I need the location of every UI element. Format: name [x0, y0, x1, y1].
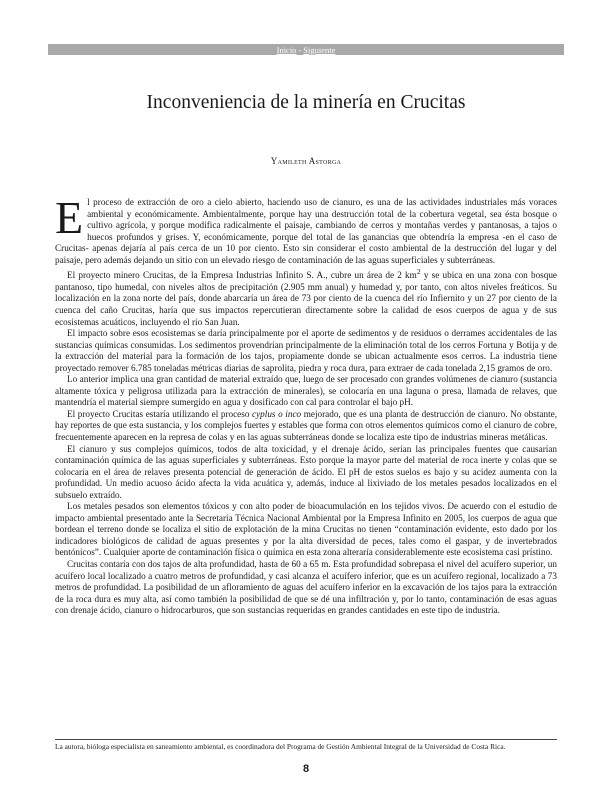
- top-navigation-bar: [48, 44, 564, 55]
- paragraph-4: Lo anterior implica una gran cantidad de material extraído que, luego de ser procesado con grandes volúmenes de cianuro (sustancia altamente tóxica y peligrosa utilizada para la extracción de minerales), se colocaría en una laguna o presa, llamada de relaves, que mantendría el material siempre sumergido en agua y dosificado con cal para controlar el bajo pH.: [55, 374, 557, 408]
- nav-separator: -: [298, 44, 302, 55]
- page-number: 8: [302, 763, 310, 775]
- km2-superscript: 2: [416, 267, 421, 277]
- paragraph-1-text: l proceso de extracción de oro a cielo abierto, haciendo uso de cianuro, es una de las actividades industriales más voraces ambiental y económicamente. Ambientalmente, porque hay una destrucción total de la cobertura vegetal, sea ésta bosque o cultivo agrícola, y porque modifica radicalmente el paisaje, cambiando de cerros y montañas verdes y pantanosas, a tajos o huecos profundos y grises. Y, económicamente, porque del total de las ganancias que obtendría la empresa -en el caso de Crucitas- apenas dejaría al país cerca de un 10 por ciento. Esto sin considerar el costo ambiental de la destrucción del lugar y del paisaje, pero además dejando un sitio con un elevado riesgo de contaminación de las aguas superficiales y subterráneas.: [55, 197, 557, 265]
- siguiente-link[interactable]: Siguiente: [303, 44, 336, 55]
- paragraph-2: [55, 266, 557, 328]
- paragraph-5-text-b: mejorado, que es una planta de destrucción de cianuro. No obstante, hay reportes de que esta sustancia, y los complejos fuertes y estables que forma con otros elementos químicos como el cianuro de cobre, frecuentemente aparecen en la represa de colas y en las aguas subterráneas donde se localiza este tipo de industrias mineras metálicas.: [55, 408, 558, 442]
- paragraph-6: El cianuro y sus complejos químicos, todos de alta toxicidad, y el drenaje ácido, serían las principales fuentes que causarían contaminación química de las aguas superficiales y subterráneas. Esto porque la mayor parte del material de roca inerte y colas que se colocaría en el área de relaves presenta potencial de generación de ácido. El pH de estos suelos es bajo y su acidez aumenta con la profundidad. Un medio acuoso ácido afecta la vida acuática y, además, induce al lixiviado de los metales pesados localizados en el subsuelo extraído.: [55, 443, 557, 500]
- paragraph-2-text-a: El proyecto minero Crucitas, de la Empresa Industrias Infinito S. A., cubre un área de 2 km: [67, 270, 417, 281]
- article-body: [55, 192, 558, 617]
- inicio-link[interactable]: Inicio: [276, 44, 297, 55]
- process-name: cyplus o inco: [252, 408, 302, 419]
- paragraph-5: [55, 409, 557, 444]
- paragraph-2-text-b: y se ubica en una zona con bosque pantanoso, tipo humedal, con niveles altos de precipitación (2.905 mm anual) y humedad y, por tanto, con altos niveles freáticos. Su localización en la zona norte del país, donde abarcaría un área de 73 por ciento de la cuenca del río Infiernito y un 27 por ciento de la cuenca del caño Crucitas, haría que sus impactos repercutieran directamente sobre la calidad de esos cuerpos de agua y de sus ecosistemas acuáticos, incluyendo el río San Juan.: [55, 270, 558, 327]
- author-footnote: La autora, bióloga especialista en saneamiento ambiental, es coordinadora del Programa de Gestión Ambiental Integral de la Universidad de Costa Rica.: [55, 742, 506, 751]
- paragraph-7: Los metales pesados son elementos tóxicos y con alto poder de bioacumulación en los tejidos vivos. De acuerdo con el estudio de impacto ambiental presentado ante la Secretaría Técnica Nacional Ambiental por la Empresa Infinito en 2005, los cuerpos de agua que bordean el terreno donde se localiza el sitio de explotación de la mina Crucitas no tienen “contaminación evidente, esto dado por los indicadores biológicos de calidad de aguas presentes y por la alta diversidad de peces, tales como el gaspar, y de invertebrados bentónicos”. Cualquier aporte de contaminación física o química en esta zona alteraría considerablemente este ecosistema casi prístino.: [55, 501, 557, 558]
- paragraph-8: Crucitas contaría con dos tajos de alta profundidad, hasta de 60 a 65 m. Esta profundidad sobrepasa el nivel del acuífero superior, un acuífero local localizado a cuatro metros de profundidad, y casi alcanza el acuífero inferior, que es un acuífero regional, localizado a 73 metros de profundidad. La posibilidad de un afloramiento de aguas del acuífero inferior en la excavación de los tajos para la extracción de la roca dura es muy alta, así como también la posibilidad de que se dé una infiltración y, por lo tanto, contaminación de esas aguas con drenaje ácido, cianuro o hidrocarburos, que son sustancias requeridas en grandes cantidades en este tipo de industria.: [55, 559, 557, 616]
- paragraph-5-text-a: El proyecto Crucitas estaría utilizando el proceso: [67, 408, 253, 419]
- footnote-divider: [55, 739, 557, 740]
- paragraph-1: [55, 192, 557, 266]
- article-title: Inconveniencia de la minería en Crucitas: [146, 92, 466, 113]
- drop-cap: E: [55, 192, 84, 243]
- article-author: Yamileth Astorga: [270, 156, 342, 166]
- paragraph-3: El impacto sobre esos ecosistemas se daría principalmente por el aporte de sedimentos y de residuos o derrames accidentales de las sustancias químicas consumidas. Los sedimentos provendrían principalmente de la eliminación total de los cerros Fortuna y Botija y de la extracción del material para la formación de los tajos, propiamente donde se ubican actualmente esos cerros. La industria tiene proyectado remover 6.785 toneladas métricas diarias de saprolita, piedra y roca dura, para extraer de cada tonelada 2,15 gramos de oro.: [55, 328, 557, 373]
